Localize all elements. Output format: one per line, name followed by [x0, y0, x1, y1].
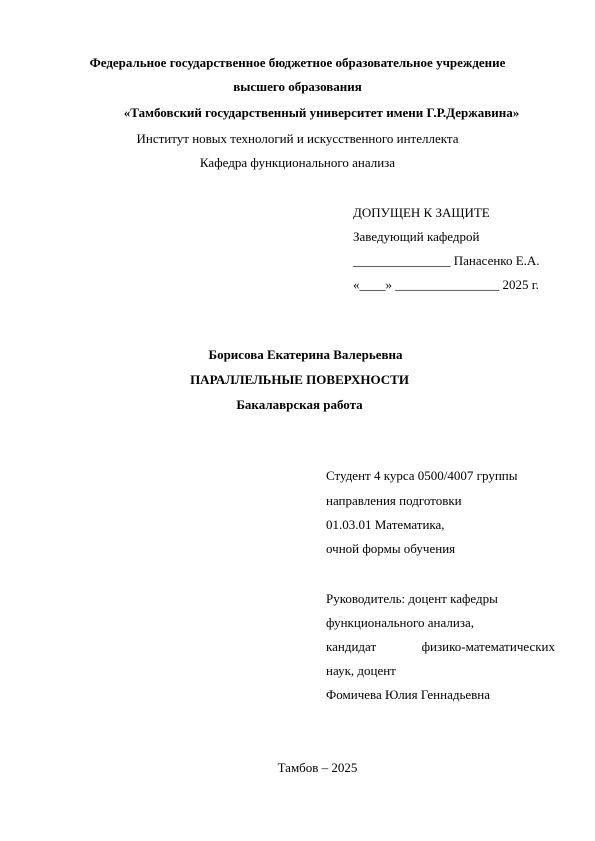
supervisor-line-3-left: кандидат [326, 639, 377, 654]
city-year: Тамбов – 2025 [277, 760, 358, 775]
supervisor-name: Фомичева Юлия Геннадьевна [326, 687, 491, 702]
student-line-1: Студент 4 курса 0500/4007 группы [326, 468, 518, 483]
supervisor-line-3 [326, 639, 555, 655]
author-name: Борисова Екатерина Валерьевна [208, 347, 403, 362]
student-line-3: 01.03.01 Математика, [326, 517, 445, 532]
supervisor-line-2: функционального анализа, [326, 615, 474, 630]
student-line-4: очной формы обучения [326, 541, 456, 556]
organization-line-2: высшего образования [233, 79, 362, 94]
approval-role: Заведующий кафедрой [353, 229, 480, 244]
institute-name: Институт новых технологий и искусственного интеллекта [136, 131, 459, 146]
organization-line-1: Федеральное государственное бюджетное образовательное учреждение [89, 55, 506, 70]
university-name: «Тамбовский государственный университет имени Г.Р.Державина» [123, 105, 520, 120]
supervisor-line-1: Руководитель: доцент кафедры [326, 591, 498, 606]
work-type: Бакалаврская работа [236, 397, 363, 412]
supervisor-line-3-right: физико-математических [421, 639, 555, 654]
approval-signature: _______________ Панасенко Е.А. [353, 253, 540, 268]
department-name: Кафедра функционального анализа [199, 155, 396, 170]
approval-title: ДОПУЩЕН К ЗАЩИТЕ [353, 205, 490, 220]
approval-date: «____» ________________ 2025 г. [353, 277, 539, 292]
supervisor-line-4: наук, доцент [326, 663, 396, 678]
work-title: ПАРАЛЛЕЛЬНЫЕ ПОВЕРХНОСТИ [190, 372, 409, 387]
student-line-2: направления подготовки [326, 493, 462, 508]
